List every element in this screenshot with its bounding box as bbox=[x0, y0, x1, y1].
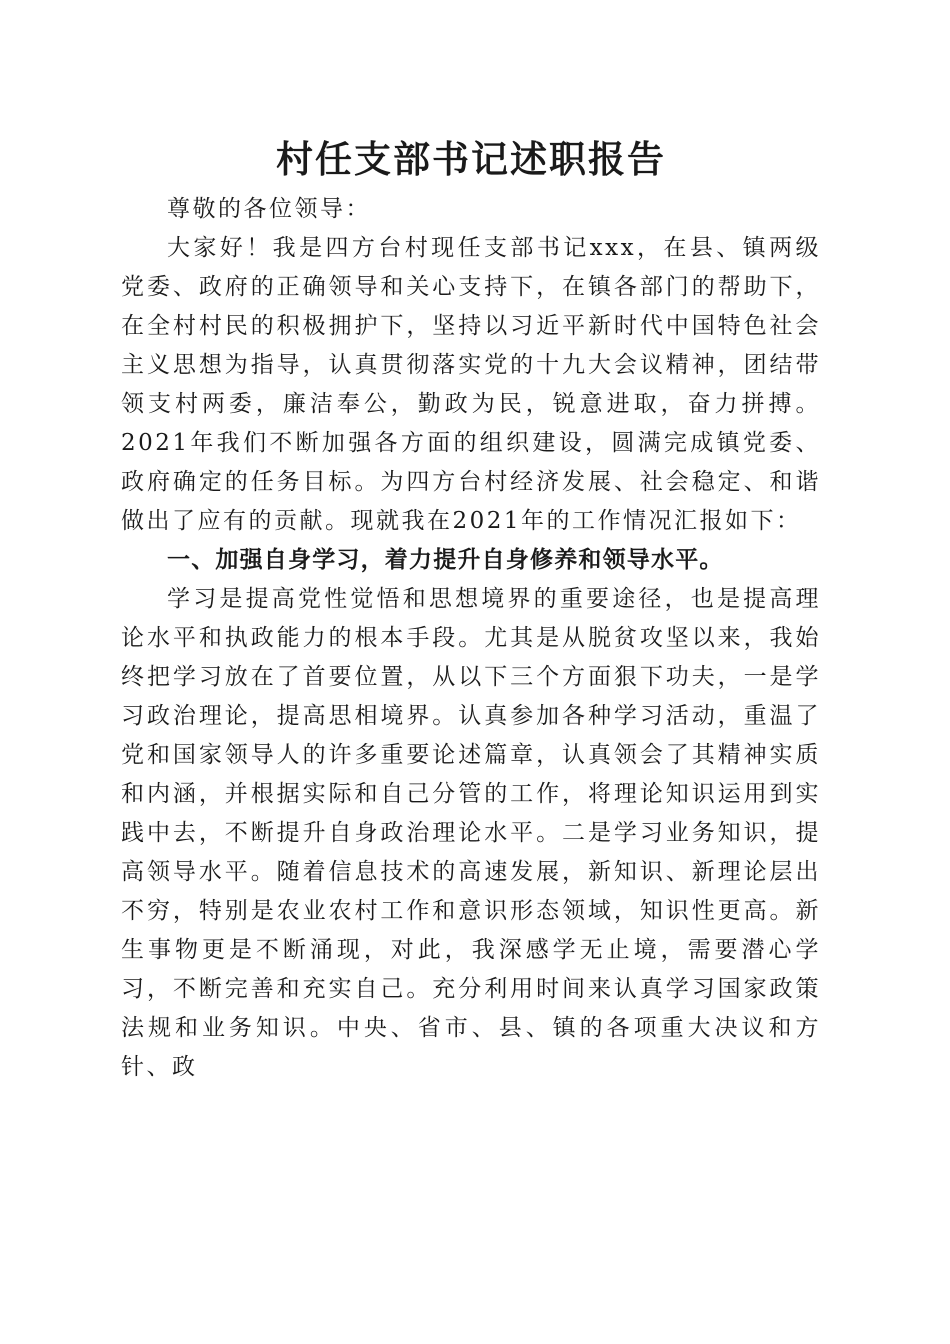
section-heading: 一、加强自身学习，着力提升自身修养和领导水平。 bbox=[167, 547, 724, 573]
document-body bbox=[121, 128, 821, 1087]
study-paragraph: 学习是提高党性觉悟和思想境界的重要途径，也是提高理论水平和执政能力的根本手段。尤其是从脱贫攻坚以来，我始终把学习放在了首要位置，从以下三个方面狠下功夫，一是学习政治理论，提高思相境界。认真参加各种学习活动，重温了党和国家领导人的许多重要论述篇章，认真领会了其精神实质和内涵，并根据实际和自己分管的工作，将理论知识运用到实践中去，不断提升自身政治理论水平。二是学习业务知识，提高领导水平。随着信息技术的高速发展，新知识、新理论层出不穷，特别是农业农村工作和意识形态领域，知识性更高。新生事物更是不断涌现，对此，我深感学无止境，需要潜心学习，不断完善和充实自己。充分利用时间来认真学习国家政策法规和业务知识。中央、省市、县、镇的各项重大决议和方针、政 bbox=[121, 586, 821, 1080]
intro-paragraph: 大家好！我是四方台村现任支部书记xxx，在县、镇两级党委、政府的正确领导和关心支持下，在镇各部门的帮助下，在全村村民的积极拥护下，坚持以习近平新时代中国特色社会主义思想为指导，认真贯彻落实党的十九大会议精神，团结带领支村两委，廉洁奉公，勤政为民，锐意进取，奋力拼搏。2021年我们不断加强各方面的组织建设，圆满完成镇党委、政府确定的任务目标。为四方台村经济发展、社会稳定、和谐做出了应有的贡献。现就我在2021年的工作情况汇报如下： bbox=[121, 235, 821, 534]
salutation: 尊敬的各位领导： bbox=[167, 196, 371, 222]
document-title: 村任支部书记述职报告 bbox=[276, 137, 666, 181]
